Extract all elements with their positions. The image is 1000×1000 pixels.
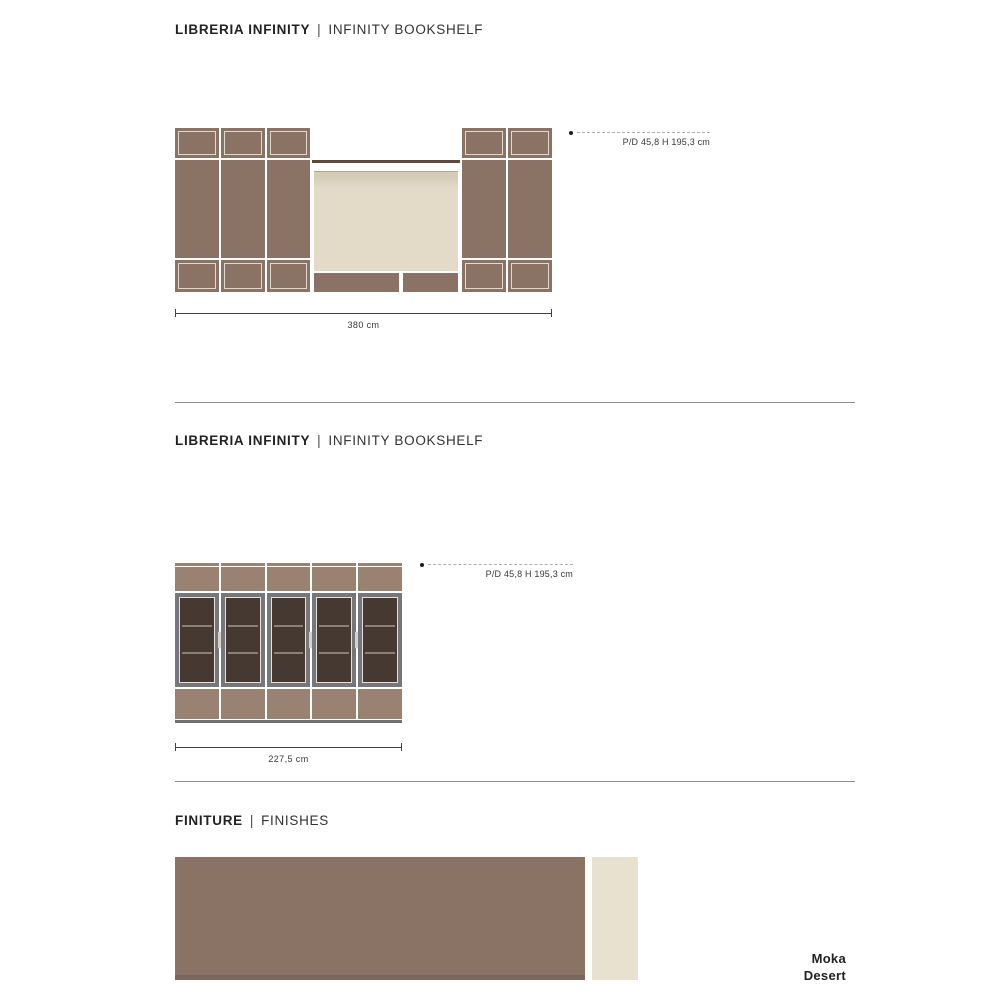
glass-pane <box>179 597 215 683</box>
open-shelf-bay <box>312 128 460 292</box>
lower-band <box>267 689 311 719</box>
cabinet-door <box>221 160 265 258</box>
back-panel <box>314 171 458 271</box>
lower-band <box>221 689 265 719</box>
swatch-moka <box>175 857 585 980</box>
gap <box>312 163 460 171</box>
spacer <box>312 128 460 160</box>
display-column <box>175 563 219 719</box>
upper-cabinet <box>175 128 219 158</box>
finishes-heading <box>175 813 329 829</box>
upper-cabinet <box>221 128 265 158</box>
swatch-desert <box>592 857 638 980</box>
glass-door <box>175 593 219 687</box>
cabinet-column <box>462 128 506 292</box>
drawer-front <box>403 273 458 292</box>
leader-dot <box>420 563 424 567</box>
plinth-base <box>175 720 402 723</box>
shelf-line <box>182 625 212 627</box>
cabinet-door <box>175 160 219 258</box>
shelf-line <box>274 652 304 654</box>
door-handle <box>218 632 221 649</box>
glass-door <box>358 593 402 687</box>
display-column <box>267 563 311 719</box>
shelf-line <box>365 625 395 627</box>
upper-band <box>267 563 311 591</box>
dimension-text: 227,5 cm <box>268 754 309 764</box>
section-separator-1 <box>175 402 855 403</box>
heading-title-italian: LIBRERIA INFINITY <box>175 433 311 448</box>
cabinet-column <box>508 128 552 292</box>
annotation-text: P/D 45,8 H 195,3 cm <box>485 569 573 579</box>
shelf-line <box>228 625 258 627</box>
dimension-line <box>175 743 402 751</box>
drawer-front <box>314 273 399 292</box>
display-column <box>312 563 356 719</box>
annotation-text: P/D 45,8 H 195,3 cm <box>622 137 710 147</box>
cabinet-column <box>221 128 265 292</box>
section2-heading <box>175 433 483 449</box>
heading-title-english: INFINITY BOOKSHELF <box>328 22 484 37</box>
upper-cabinet <box>508 128 552 158</box>
dimension-text: 380 cm <box>347 320 380 330</box>
door-handle <box>355 632 358 649</box>
leader-line <box>428 561 573 565</box>
width-dimension-1 <box>175 309 552 330</box>
leader-dot <box>569 131 573 135</box>
finish-labels <box>804 950 846 984</box>
shelf-line <box>319 625 349 627</box>
shelf-line <box>274 625 304 627</box>
glass-pane <box>225 597 261 683</box>
door-handle <box>309 632 312 649</box>
leader-line <box>577 129 710 133</box>
shelf-line <box>319 652 349 654</box>
heading-title-italian: LIBRERIA INFINITY <box>175 22 311 37</box>
cabinet-column <box>267 128 311 292</box>
finish-label-moka: Moka <box>811 951 846 966</box>
lower-band <box>312 689 356 719</box>
depth-height-annotation-2 <box>420 561 573 579</box>
heading-title-italian: FINITURE <box>175 813 243 828</box>
heading-divider: | <box>317 433 322 448</box>
bookshelf-diagram-1 <box>175 128 552 292</box>
display-column <box>221 563 265 719</box>
heading-divider: | <box>317 22 322 37</box>
shelf-line <box>365 652 395 654</box>
cabinet-door <box>267 160 311 258</box>
heading-divider: | <box>249 813 255 828</box>
dimension-line <box>175 309 552 317</box>
upper-cabinet <box>462 128 506 158</box>
upper-cabinet <box>267 128 311 158</box>
lower-cabinet <box>462 260 506 292</box>
glass-pane <box>316 597 352 683</box>
lower-cabinet <box>221 260 265 292</box>
bookshelf-diagram-2 <box>175 563 402 723</box>
glass-door <box>312 593 356 687</box>
depth-height-annotation-1 <box>569 129 710 147</box>
cabinet-door <box>462 160 506 258</box>
shelf-line <box>182 652 212 654</box>
bookshelf-diagram-2-columns <box>175 563 402 719</box>
upper-band <box>358 563 402 591</box>
width-dimension-2 <box>175 743 402 764</box>
glass-pane <box>362 597 398 683</box>
section-separator-2 <box>175 781 855 782</box>
section1-heading <box>175 22 483 38</box>
display-column <box>358 563 402 719</box>
upper-band <box>221 563 265 591</box>
glass-door <box>221 593 265 687</box>
finish-label-desert: Desert <box>803 968 846 983</box>
lower-band <box>175 689 219 719</box>
lower-cabinet <box>267 260 311 292</box>
cabinet-door <box>508 160 552 258</box>
lower-cabinet <box>175 260 219 292</box>
heading-title-english: INFINITY BOOKSHELF <box>328 433 484 448</box>
heading-title-english: FINISHES <box>261 813 329 828</box>
upper-band <box>175 563 219 591</box>
lower-band <box>358 689 402 719</box>
glass-pane <box>271 597 307 683</box>
drawer-row <box>314 273 458 292</box>
upper-band <box>312 563 356 591</box>
cabinet-column <box>175 128 219 292</box>
lower-cabinet <box>508 260 552 292</box>
shelf-line <box>228 652 258 654</box>
glass-door <box>267 593 311 687</box>
